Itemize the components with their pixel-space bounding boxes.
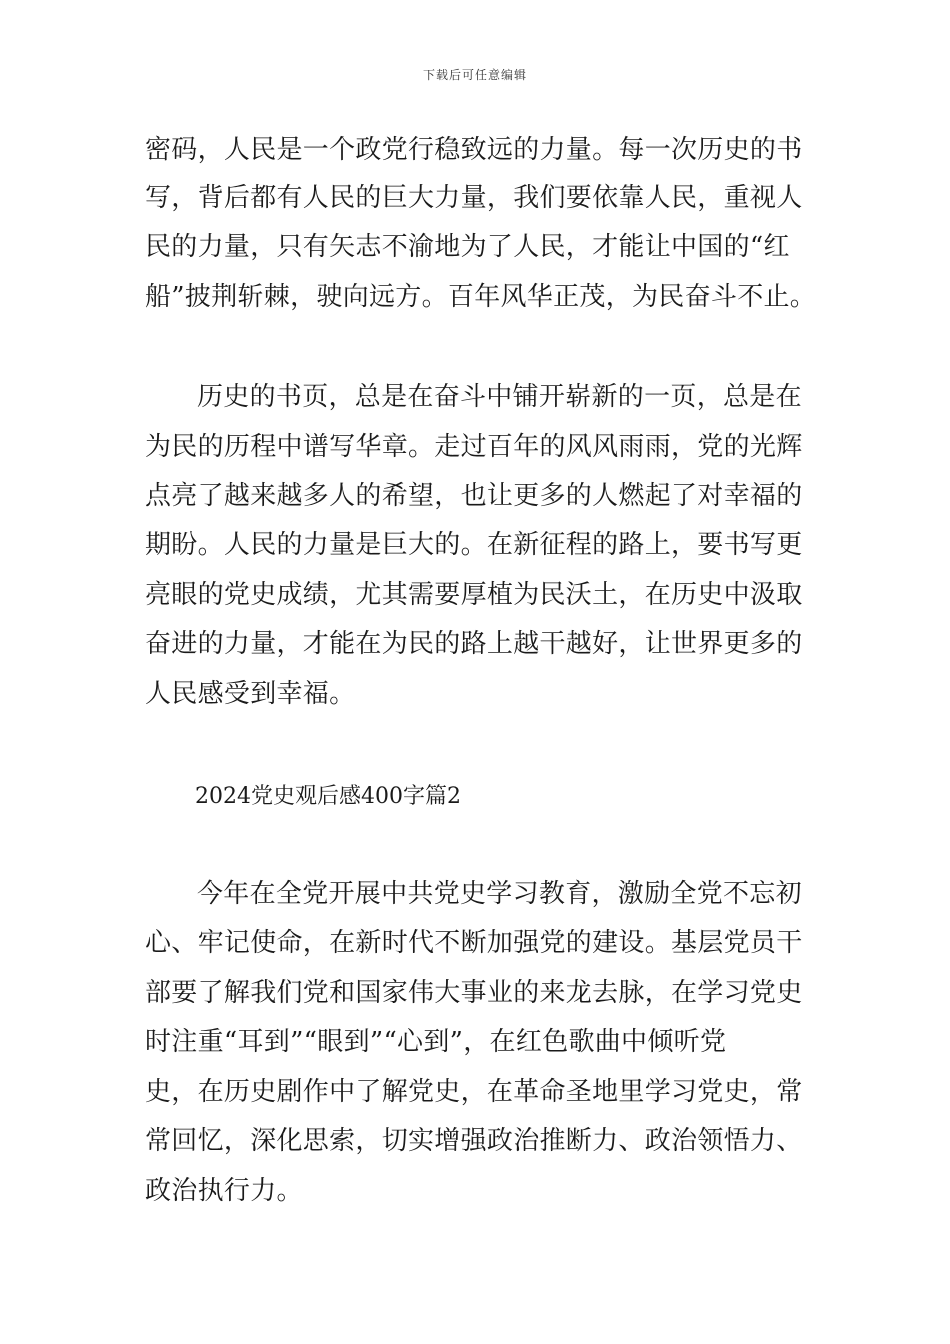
paragraph-line: 亮眼的党史成绩，尤其需要厚植为民沃土，在历史中汲取 — [145, 580, 803, 610]
paragraph-line: 为民的历程中谱写华章。走过百年的风风雨雨，党的光辉 — [145, 432, 803, 462]
section-heading: 2024党史观后感400字篇2 — [195, 784, 461, 809]
paragraph-line: 船”披荆斩棘，驶向远方。百年风华正茂，为民奋斗不止。 — [145, 282, 817, 312]
paragraph-line: 政治执行力。 — [145, 1176, 303, 1206]
paragraph-line: 史，在历史剧作中了解党史，在革命圣地里学习党史，常 — [145, 1077, 803, 1107]
paragraph-line: 部要了解我们党和国家伟大事业的来龙去脉，在学习党史 — [145, 978, 803, 1008]
paragraph-line: 奋进的力量，才能在为民的路上越干越好，让世界更多的 — [145, 629, 803, 659]
paragraph-line: 写，背后都有人民的巨大力量，我们要依靠人民，重视人 — [145, 183, 803, 213]
paragraph-line: 点亮了越来越多人的希望，也让更多的人燃起了对幸福的 — [145, 481, 803, 511]
paragraph-line: 常回忆，深化思索，切实增强政治推断力、政治领悟力、 — [145, 1126, 803, 1156]
paragraph-line: 时注重“耳到”“眼到”“心到”，在红色歌曲中倾听党 — [145, 1027, 727, 1057]
paragraph-line: 历史的书页，总是在奋斗中铺开崭新的一页，总是在 — [197, 382, 802, 412]
paragraph-line: 期盼。人民的力量是巨大的。在新征程的路上，要书写更 — [145, 530, 803, 560]
page-header-note: 下载后可任意编辑 — [422, 68, 527, 82]
paragraph-line: 民的力量，只有矢志不渝地为了人民，才能让中国的“红 — [145, 232, 790, 262]
paragraph-line: 人民感受到幸福。 — [145, 679, 356, 709]
paragraph-line: 今年在全党开展中共党史学习教育，激励全党不忘初 — [197, 879, 802, 909]
paragraph-line: 心、牢记使命，在新时代不断加强党的建设。基层党员干 — [145, 928, 803, 958]
paragraph-line: 密码，人民是一个政党行稳致远的力量。每一次历史的书 — [145, 135, 803, 165]
